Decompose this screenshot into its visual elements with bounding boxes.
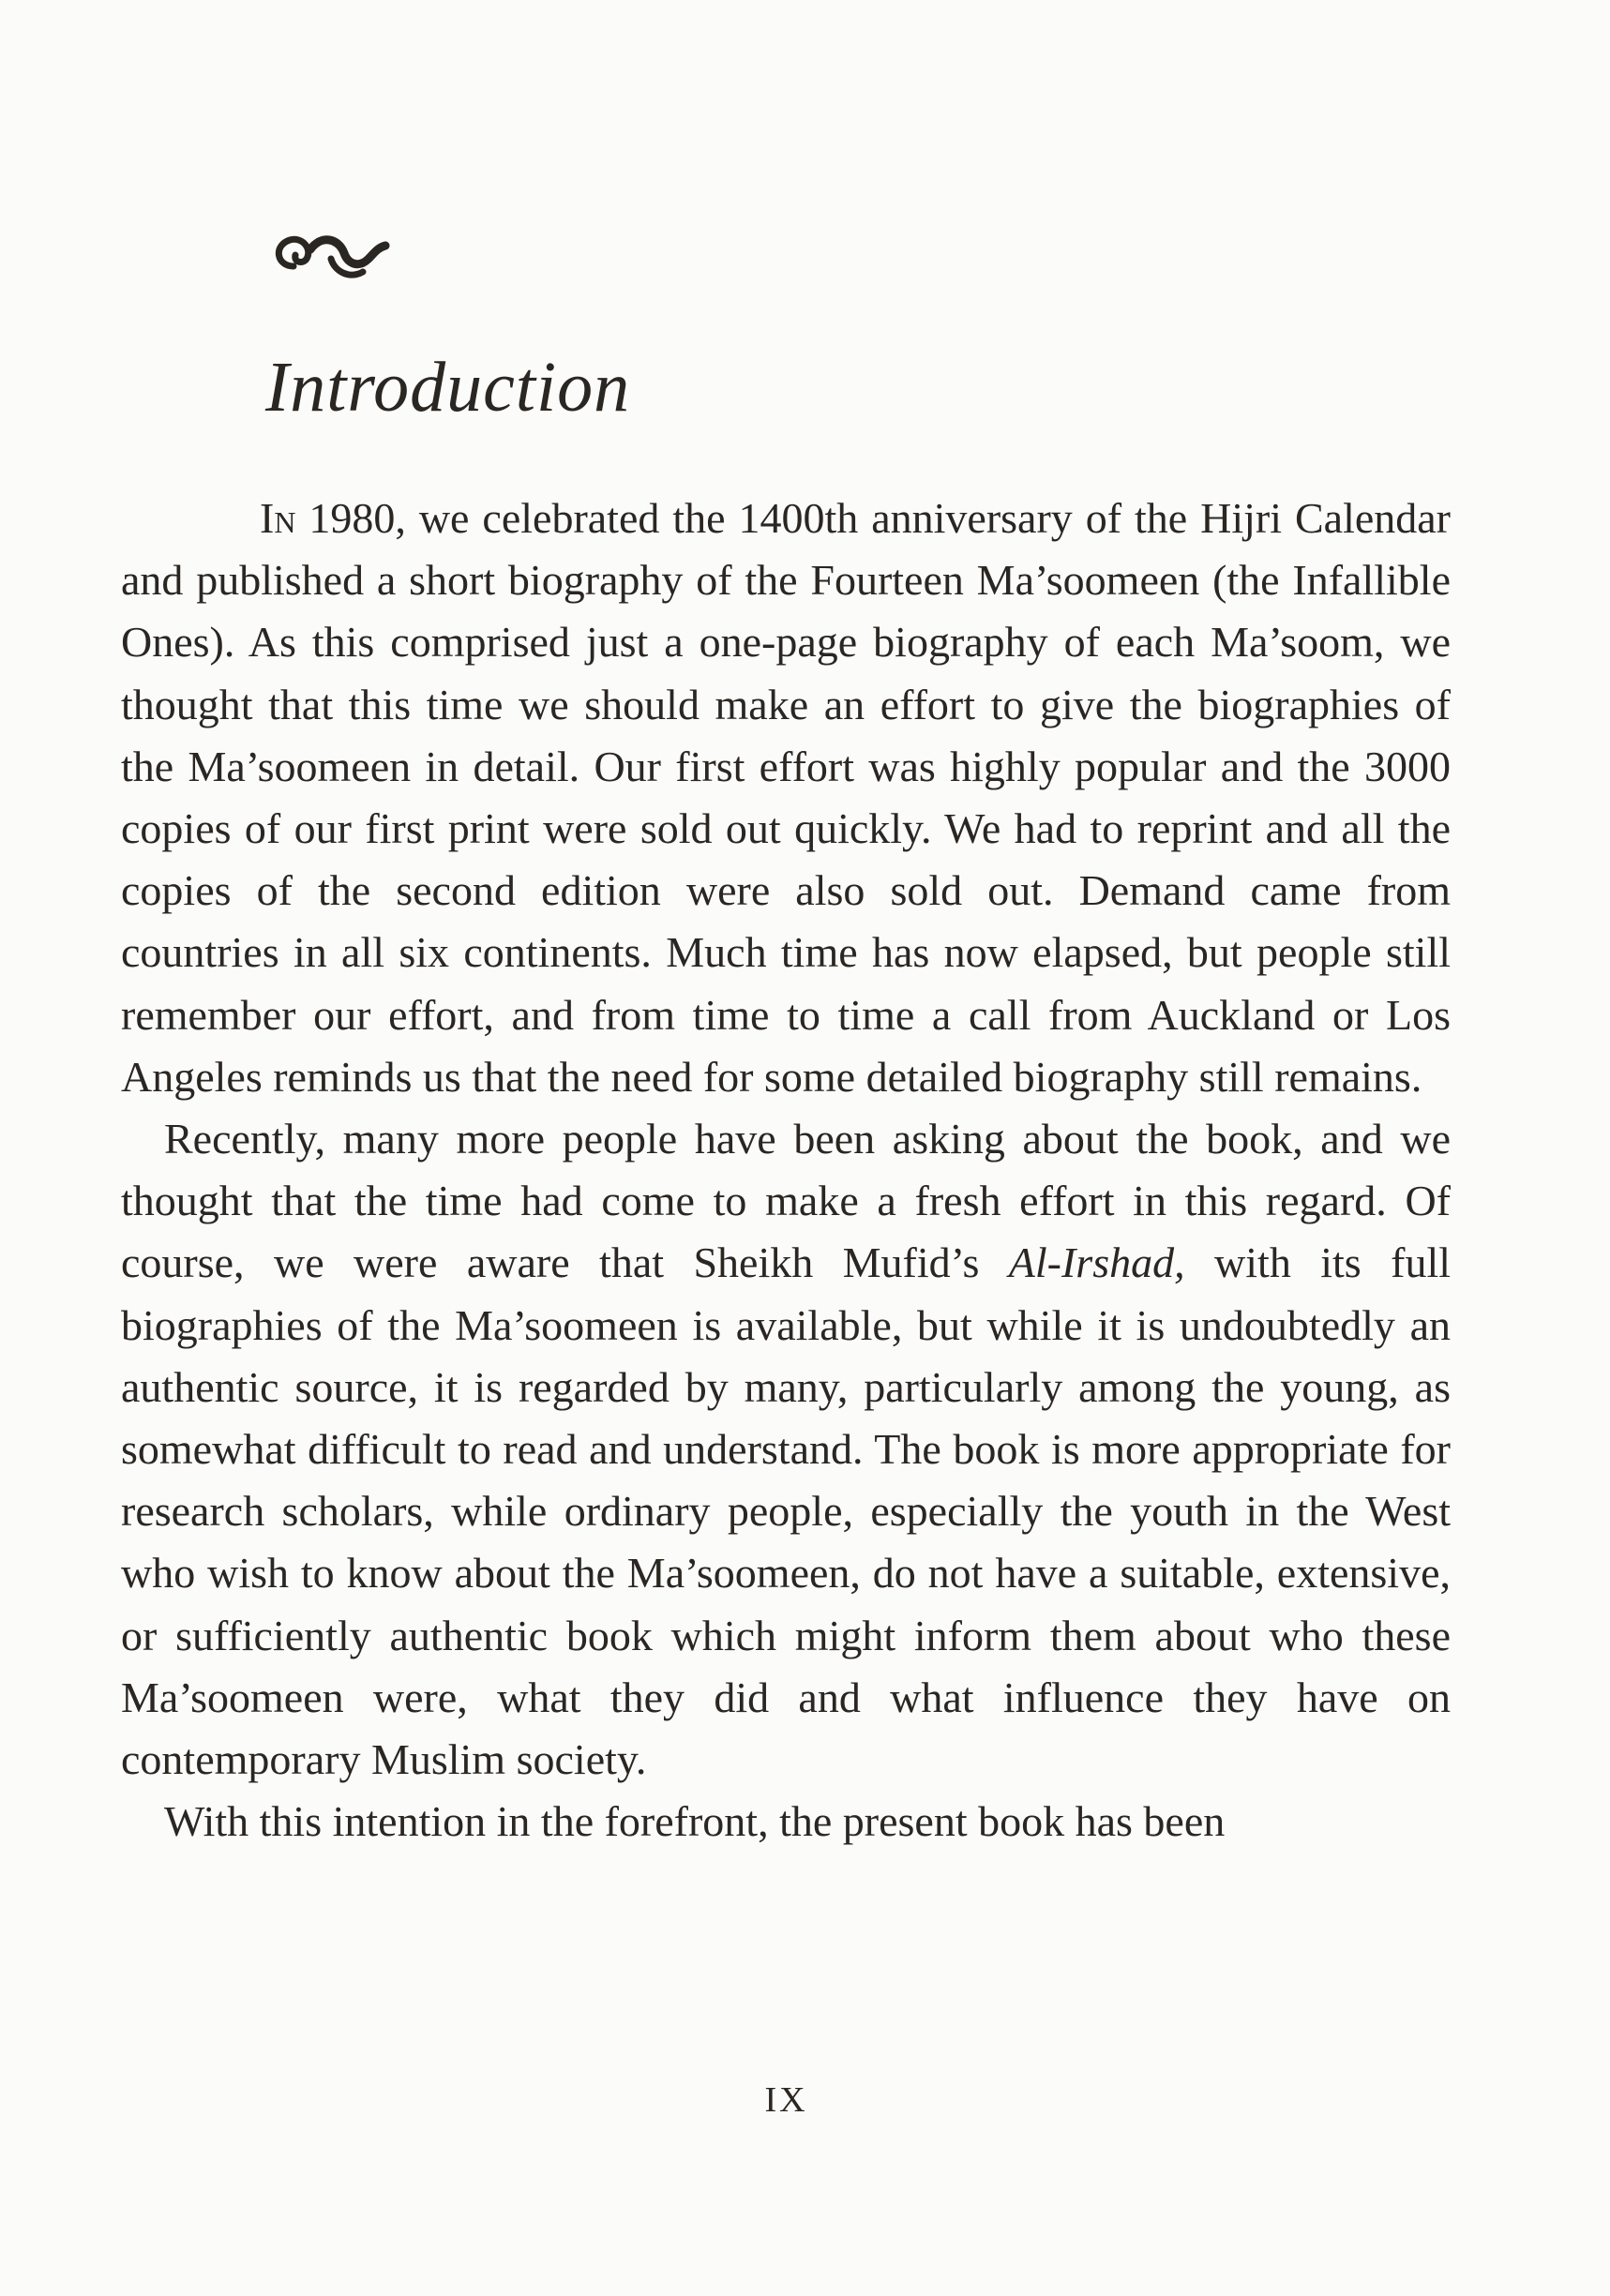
chapter-title: Introduction <box>265 348 631 427</box>
paragraph-2-text-start: Recently, many more people have been asking about the book, and we thought that the time had come to make a fresh effort in this regard. Of course, we were aware that Sheikh Mufid’s <box>121 1115 1451 1287</box>
paragraph-1-text: 1980, we celebrated the 1400th anniversary of the Hijri Calendar and published a short biography of the Fourteen Ma’soomeen (the Infallible Ones). As this comprised just a one-page biography of each Ma’soom, we thought that this time we should make an effort to give the biographies of the Ma’soomeen in detail. Our first effort was highly popular and the 3000 copies of our first print were sold out quickly. We had to reprint and all the copies of the second edition were also sold out. Demand came from countries in all six continents. Much time has now elapsed, but people still remember our effort, and from time to time a call from Auckland or Los Angeles reminds us that the need for some detailed biography still remains. <box>121 494 1451 1101</box>
page-number: IX <box>764 2080 808 2120</box>
paragraph-1 <box>121 488 1451 1108</box>
paragraph-3: With this intention in the forefront, the present book has been <box>164 1797 1226 1846</box>
paragraph-2-text-end: with its full biographies of the Ma’soomeen is available, but while it is undoubtedly an authentic source, it is regarded by many, particularly among the young, as somewhat difficult to read and understand. The book is more appropriate for research scholars, while ordinary people, especially the youth in the West who wish to know about the Ma’soomeen, do not have a suitable, extensive, or sufficiently authentic book which might inform them about who these Ma’soomeen were, what they did and what influence they have on contemporary Muslim society. <box>121 1238 1452 1784</box>
drop-lead-word: In <box>260 494 296 542</box>
swash-ornament-icon <box>265 225 397 287</box>
book-title-al-irshad: Al-Irshad, <box>1008 1238 1185 1287</box>
paragraph-2 <box>121 1108 1451 1791</box>
body-text <box>121 488 1451 1853</box>
